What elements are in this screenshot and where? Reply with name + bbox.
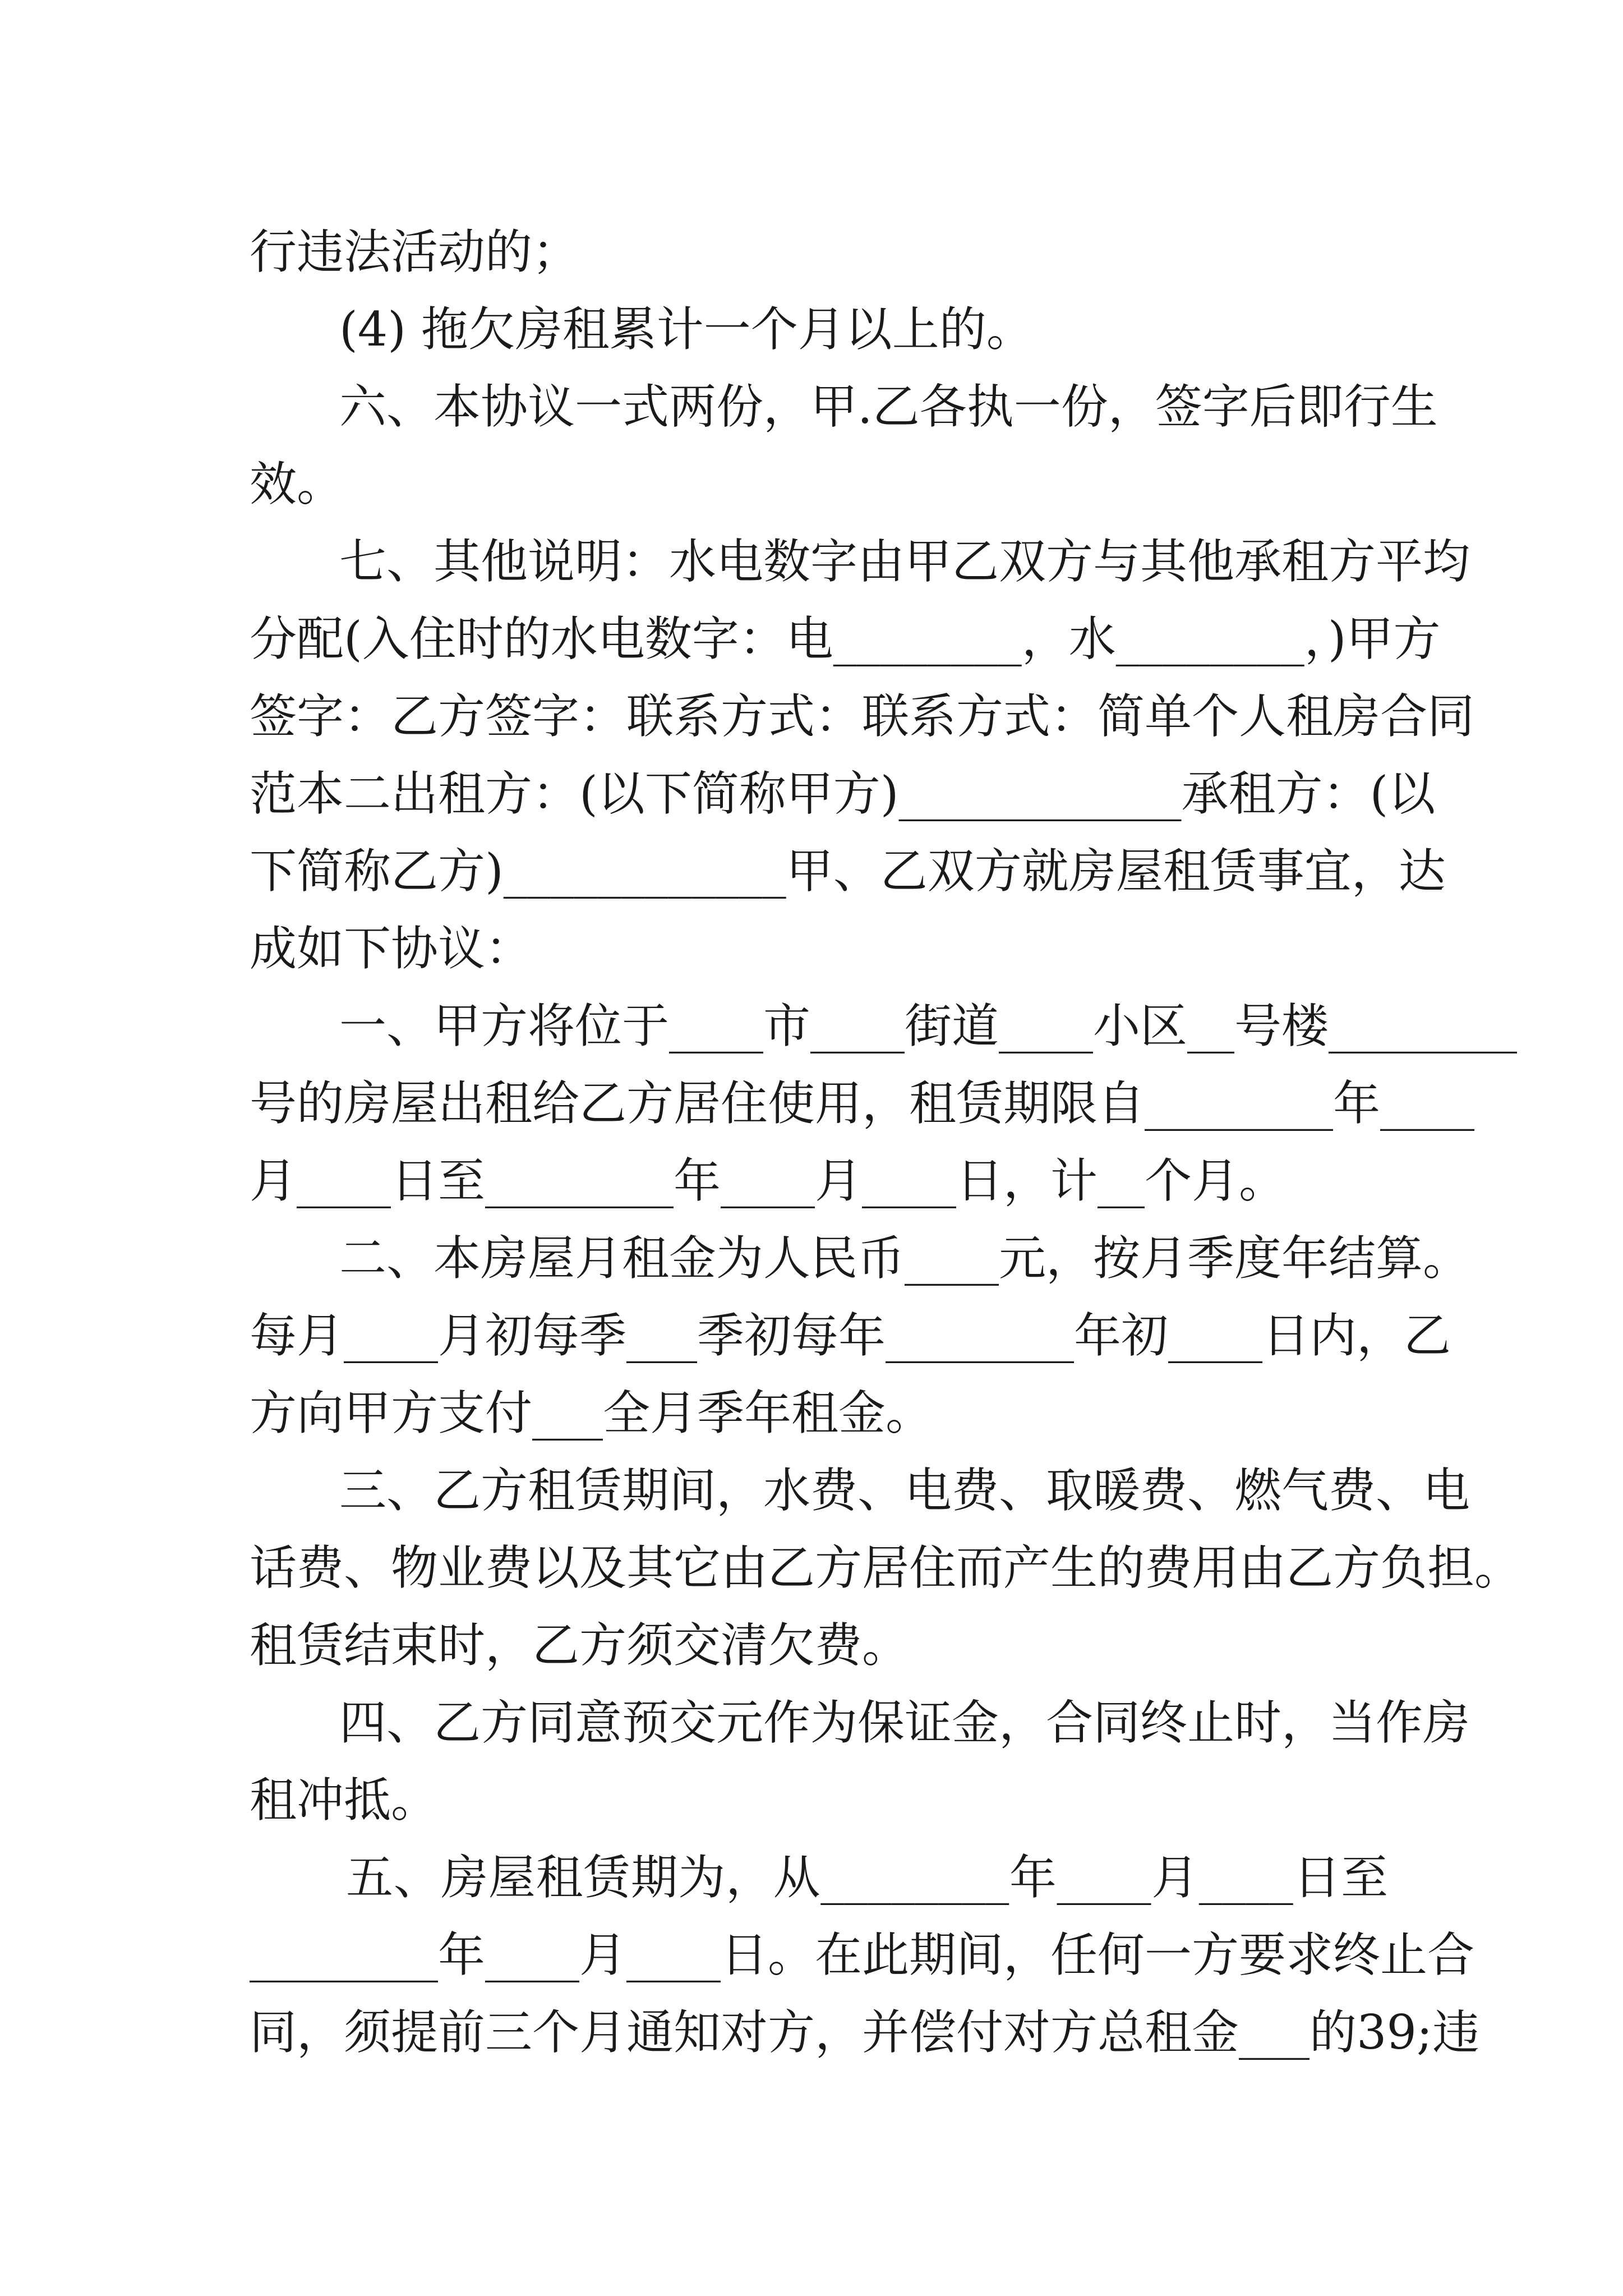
paragraph-line: 范本二出租方：(以下简称甲方)____________承租方：(以 <box>250 766 1436 821</box>
paragraph-line: 六、本协议一式两份，甲.乙各执一份，签字后即行生 <box>339 379 1438 434</box>
paragraph-line: 行违法活动的； <box>250 224 580 279</box>
paragraph-line: 七、其他说明：水电数字由甲乙双方与其他承租方平均 <box>339 534 1470 589</box>
paragraph-line: 方向甲方支付___全月季年租金。 <box>250 1386 933 1441</box>
paragraph-line: 同，须提前三个月通知对方，并偿付对方总租金___的39;违 <box>250 2005 1480 2060</box>
paragraph-line: 四、乙方同意预交元作为保证金，合同终止时，当作房 <box>339 1695 1470 1750</box>
paragraph-line: 话费、物业费以及其它由乙方居住而产生的费用由乙方负担。 <box>250 1540 1522 1595</box>
paragraph-line: 租冲抵。 <box>250 1773 439 1828</box>
document-body <box>250 213 1522 2071</box>
paragraph-line: 三、乙方租赁期间，水费、电费、取暖费、燃气费、电 <box>339 1463 1470 1518</box>
paragraph-line: 效。 <box>250 457 344 512</box>
paragraph-line: 签字：乙方签字：联系方式：联系方式：简单个人租房合同 <box>250 689 1475 744</box>
paragraph-line: ________年____月____日。在此期间，任何一方要求终止合 <box>250 1927 1475 1982</box>
paragraph-line: 分配(入住时的水电数字：电________，水________，)甲方 <box>250 611 1441 666</box>
paragraph-line: 租赁结束时，乙方须交清欠费。 <box>250 1618 910 1673</box>
paragraph-line: 月____日至________年____月____日，计__个月。 <box>250 1153 1287 1208</box>
paragraph-line: 每月____月初每季___季初每年________年初____日内，乙 <box>250 1308 1451 1363</box>
paragraph-line: 五、房屋租赁期为，从________年____月____日至 <box>346 1850 1388 1905</box>
paragraph-line: 号的房屋出租给乙方居住使用，租赁期限自________年____ <box>250 1076 1475 1131</box>
paragraph-line: 二、本房屋月租金为人民币____元，按月季度年结算。 <box>339 1231 1470 1286</box>
paragraph-line: 下简称乙方)____________甲、乙双方就房屋租赁事宜，达 <box>250 844 1446 899</box>
paragraph-line: 一、甲方将位于____市____街道____小区__号楼________ <box>339 999 1518 1053</box>
paragraph-line: 成如下协议： <box>250 921 533 976</box>
paragraph-line: (4) 拖欠房租累计一个月以上的。 <box>339 302 1034 357</box>
